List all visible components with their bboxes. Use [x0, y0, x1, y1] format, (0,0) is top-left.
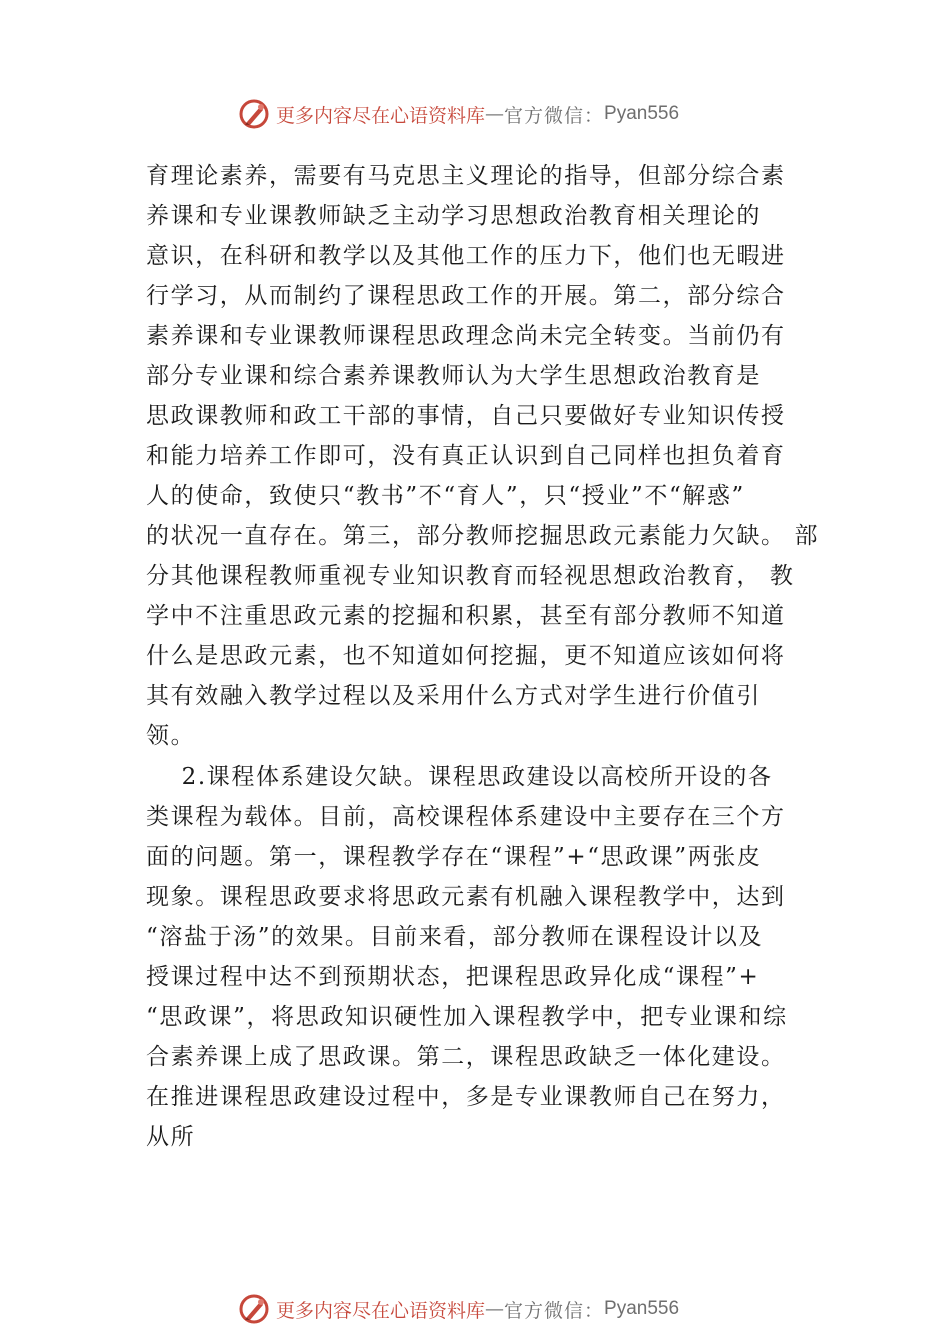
body-line: 什么是思政元素，也不知道如何挖掘，更不知道应该如何将 — [146, 643, 786, 669]
header-banner — [238, 97, 758, 131]
body-line: 素养课和专业课教师课程思政理念尚未完全转变。当前仍有 — [146, 323, 786, 349]
body-line: 在推进课程思政建设过程中，多是专业课教师自己在努力， — [146, 1084, 786, 1110]
body-line: 学中不注重思政元素的挖掘和积累，甚至有部分教师不知道 — [146, 603, 786, 629]
footer-banner — [238, 1292, 758, 1326]
header-site-name: 更多内容尽在心语资料库 — [276, 104, 486, 127]
pen-logo-icon — [238, 1293, 270, 1325]
section-heading-line: 2.课程体系建设欠缺。课程思政建设以高校所开设的各 — [146, 764, 773, 790]
header-dash: — — [485, 103, 505, 125]
body-line: 分其他课程教师重视专业知识教育而轻视思想政治教育， 教 — [146, 563, 795, 589]
body-line: 从所 — [146, 1124, 196, 1150]
footer-wechat-id: Pyan556 — [604, 1298, 680, 1319]
footer-dash: — — [485, 1298, 505, 1320]
body-line: 意识，在科研和教学以及其他工作的压力下，他们也无暇进 — [146, 243, 786, 269]
body-line: 授课过程中达不到预期状态，把课程思政异化成“课程”+ — [146, 964, 760, 990]
body-line: 人的使命，致使只“教书”不“育人”，只“授业”不“解惑” — [146, 483, 745, 509]
body-line: 现象。课程思政要求将思政元素有机融入课程教学中，达到 — [146, 884, 786, 910]
footer-wechat-label: 官方微信： — [504, 1299, 605, 1322]
footer-site-name: 更多内容尽在心语资料库 — [276, 1299, 486, 1322]
body-line: “思政课”，将思政知识硬性加入课程教学中，把专业课和综 — [146, 1004, 788, 1030]
pen-logo-icon — [238, 98, 270, 130]
body-line: 面的问题。第一，课程教学存在“课程”+“思政课”两张皮 — [146, 844, 762, 870]
body-line: 和能力培养工作即可，没有真正认识到自己同样也担负着育 — [146, 443, 786, 469]
body-line: 养课和专业课教师缺乏主动学习思想政治教育相关理论的 — [146, 203, 761, 229]
document-body — [146, 156, 820, 1157]
header-wechat-id: Pyan556 — [604, 103, 680, 124]
body-line: 的状况一直存在。第三，部分教师挖掘思政元素能力欠缺。 部 — [146, 523, 820, 549]
body-line: 部分专业课和综合素养课教师认为大学生思想政治教育是 — [146, 363, 761, 389]
body-line: 行学习，从而制约了课程思政工作的开展。第二，部分综合 — [146, 283, 786, 309]
body-line: 合素养课上成了思政课。第二，课程思政缺乏一体化建设。 — [146, 1044, 786, 1070]
body-line: 其有效融入教学过程以及采用什么方式对学生进行价值引 — [146, 683, 761, 709]
body-line: 类课程为载体。目前，高校课程体系建设中主要存在三个方 — [146, 804, 786, 830]
header-wechat-label: 官方微信： — [504, 104, 605, 127]
body-line: “溶盐于汤”的效果。目前来看，部分教师在课程设计以及 — [146, 924, 764, 950]
body-line: 领。 — [146, 723, 196, 749]
body-line: 育理论素养，需要有马克思主义理论的指导，但部分综合素 — [146, 163, 786, 189]
body-line: 思政课教师和政工干部的事情，自己只要做好专业知识传授 — [146, 403, 786, 429]
